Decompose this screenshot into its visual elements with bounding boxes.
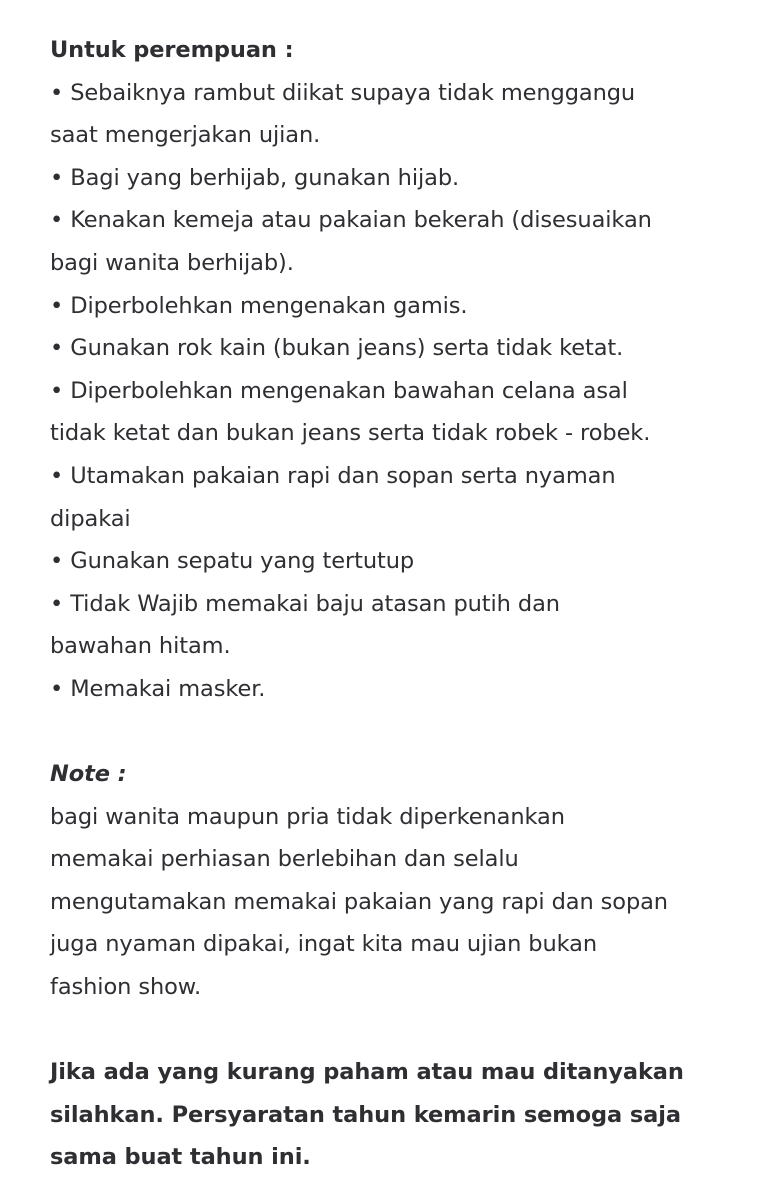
list-item-text: Sebaiknya rambut diikat supaya tidak menggangu saat mengerjakan ujian. [50, 79, 636, 149]
list-item [50, 668, 728, 711]
bullet-icon: • [50, 462, 64, 489]
bullet-icon: • [50, 675, 64, 702]
list-item [50, 583, 728, 668]
bullet-icon: • [50, 377, 64, 404]
bullet-icon: • [50, 548, 64, 575]
list-item [50, 370, 728, 455]
section-heading: Untuk perempuan : [50, 37, 294, 63]
bullet-icon: • [50, 335, 64, 362]
list-item-text: Memakai masker. [70, 675, 266, 702]
list-item [50, 327, 728, 370]
requirements-list [50, 72, 728, 711]
list-item-text: Gunakan rok kain (bukan jeans) serta tidak ketat. [70, 335, 624, 362]
list-item [50, 199, 728, 284]
list-item-text: Diperbolehkan mengenakan gamis. [70, 292, 468, 319]
note-title: Note : [50, 761, 127, 788]
bullet-icon: • [50, 164, 64, 191]
list-item [50, 540, 728, 583]
bullet-icon: • [50, 292, 64, 319]
note-body: bagi wanita maupun pria tidak diperkenankan memakai perhiasan berlebihan dan selalu mengutamakan memakai pakaian yang rapi dan sopan juga nyaman dipakai, ingat kita mau ujian bukan fashion show. [50, 803, 668, 1001]
list-item-text: Kenakan kemeja atau pakaian bekerah (disesuaikan bagi wanita berhijab). [50, 207, 652, 276]
blank-line [50, 1009, 728, 1052]
list-item-text: Diperbolehkan mengenakan bawahan celana asal tidak ketat dan bukan jeans serta tidak robek - robek. [50, 377, 651, 447]
list-item [50, 455, 728, 540]
list-item [50, 157, 728, 200]
blank-line [50, 711, 728, 754]
list-item-text: Gunakan sepatu yang tertutup [70, 548, 415, 575]
list-item-text: Utamakan pakaian rapi dan sopan serta nyaman dipakai [50, 462, 616, 532]
bullet-icon: • [50, 79, 64, 106]
closing-text: Jika ada yang kurang paham atau mau ditanyakan silahkan. Persyaratan tahun kemarin semoga saja sama buat tahun ini. [50, 1059, 684, 1171]
list-item-text: Bagi yang berhijab, gunakan hijab. [70, 164, 460, 191]
list-item [50, 72, 728, 157]
list-item [50, 285, 728, 328]
bullet-icon: • [50, 590, 64, 617]
list-item-text: Tidak Wajib memakai baju atasan putih dan bawahan hitam. [50, 590, 560, 660]
bullet-icon: • [50, 207, 64, 234]
